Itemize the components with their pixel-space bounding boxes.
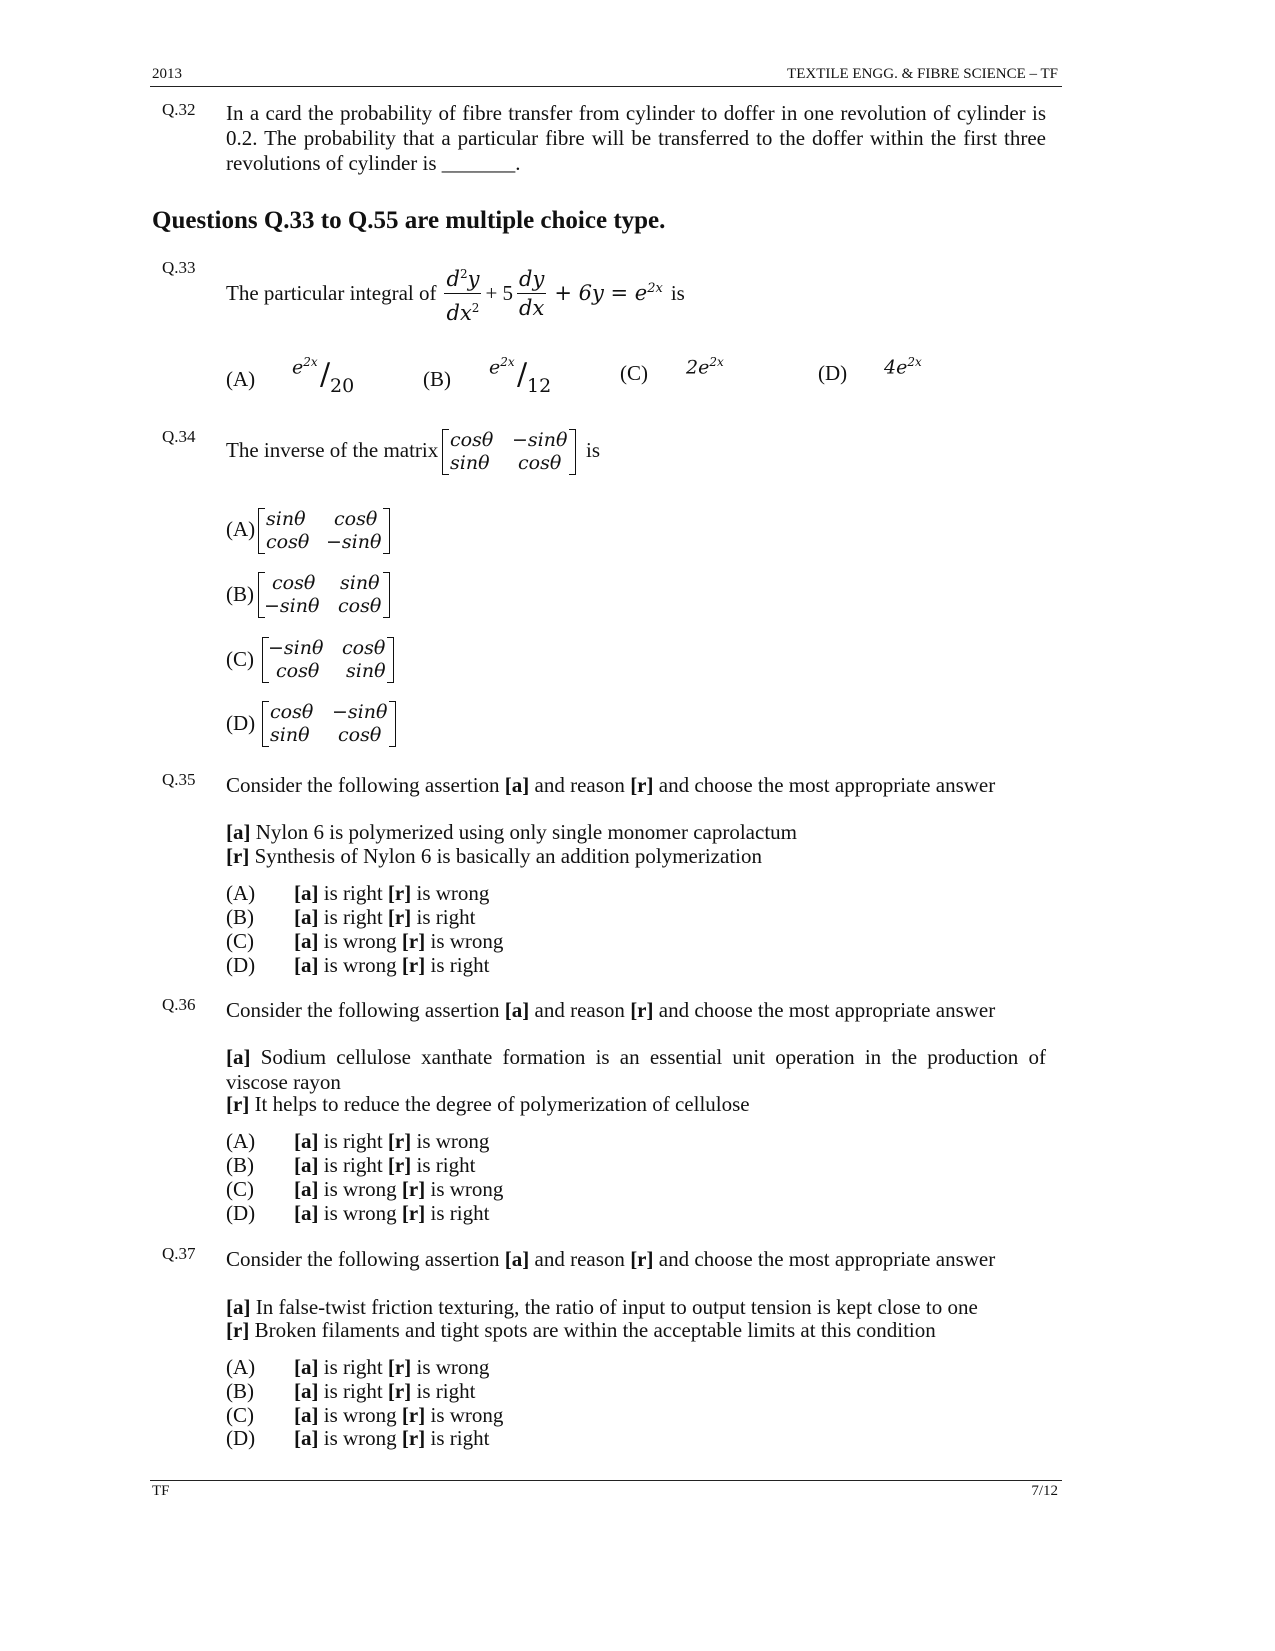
q33-first-derivative: $\frac{dy}{dx}$ — [519, 266, 545, 320]
footer-rule — [150, 1480, 1062, 1481]
header-year: 2013 — [152, 66, 182, 82]
q34-matrix: cosθ −sinθ sinθ cosθ — [442, 429, 576, 475]
q36-reason: [r] It helps to reduce the degree of polymerization of cellulose — [226, 1092, 750, 1116]
q34-option-b-label: (B) — [226, 582, 254, 606]
q35-stem: Consider the following assertion [a] and reason [r] and choose the most appropriate answer — [226, 773, 996, 797]
q34-option-d-matrix: cosθ −sinθ sinθ cosθ — [262, 701, 396, 747]
footer-code: TF — [152, 1483, 170, 1499]
q35-reason: [r] Synthesis of Nylon 6 is basically an addition polymerization — [226, 844, 762, 868]
q33-rhs: + $6y = e^{2x}$ — [554, 281, 663, 305]
q34-suffix: is — [586, 438, 601, 462]
q33-plus5: + 5 — [485, 280, 514, 305]
q37-number: Q.37 — [162, 1244, 196, 1263]
q33-prefix: The particular integral of — [226, 280, 437, 305]
q37-stem: Consider the following assertion [a] and reason [r] and choose the most appropriate answer — [226, 1247, 996, 1271]
q34-prefix: The inverse of the matrix — [226, 438, 439, 462]
q33-number: Q.33 — [162, 258, 196, 277]
q34-option-a-matrix: sinθ cosθ cosθ −sinθ — [258, 508, 390, 554]
q35-assertion: [a] Nylon 6 is polymerized using only single monomer caprolactum — [226, 820, 797, 844]
q36-number: Q.36 — [162, 995, 196, 1014]
q35-number: Q.35 — [162, 770, 196, 789]
q36-stem: Consider the following assertion [a] and reason [r] and choose the most appropriate answer — [226, 998, 996, 1022]
q37-reason: [r] Broken filaments and tight spots are within the acceptable limits at this condition — [226, 1318, 936, 1342]
q32-text: In a card the probability of fibre transfer from cylinder to doffer in one revolution of cylinder is 0.2. The probability that a particular fibre will be transferred to the doffer within the first three revolutions of cylinder is _______. — [226, 101, 1046, 175]
header-subject: TEXTILE ENGG. & FIBRE SCIENCE – TF — [787, 66, 1058, 82]
q33-suffix: is — [670, 280, 685, 305]
section-title: Questions Q.33 to Q.55 are multiple choice type. — [152, 207, 666, 234]
q32-number: Q.32 — [162, 100, 196, 119]
q34-option-d-label: (D) — [226, 711, 256, 735]
footer-page-number: 7/12 — [1031, 1483, 1058, 1499]
q36-assertion: [a] Sodium cellulose xanthate formation is an essential unit operation in the production of viscose rayon — [226, 1045, 1046, 1094]
q33-stem — [226, 262, 685, 324]
q34-option-c-matrix: −sinθ cosθ cosθ sinθ — [262, 637, 394, 683]
q34-option-a-label: (A) — [226, 517, 256, 541]
header-rule — [150, 86, 1062, 87]
q37-assertion: [a] In false-twist friction texturing, the ratio of input to output tension is kept close to one — [226, 1295, 978, 1319]
q34-option-c-label: (C) — [226, 647, 254, 671]
q34-option-b-matrix: cosθ sinθ −sinθ cosθ — [258, 572, 390, 618]
q33-second-derivative: $\frac{d^2y}{dx^2}$ — [444, 260, 481, 327]
q34-number: Q.34 — [162, 427, 196, 446]
